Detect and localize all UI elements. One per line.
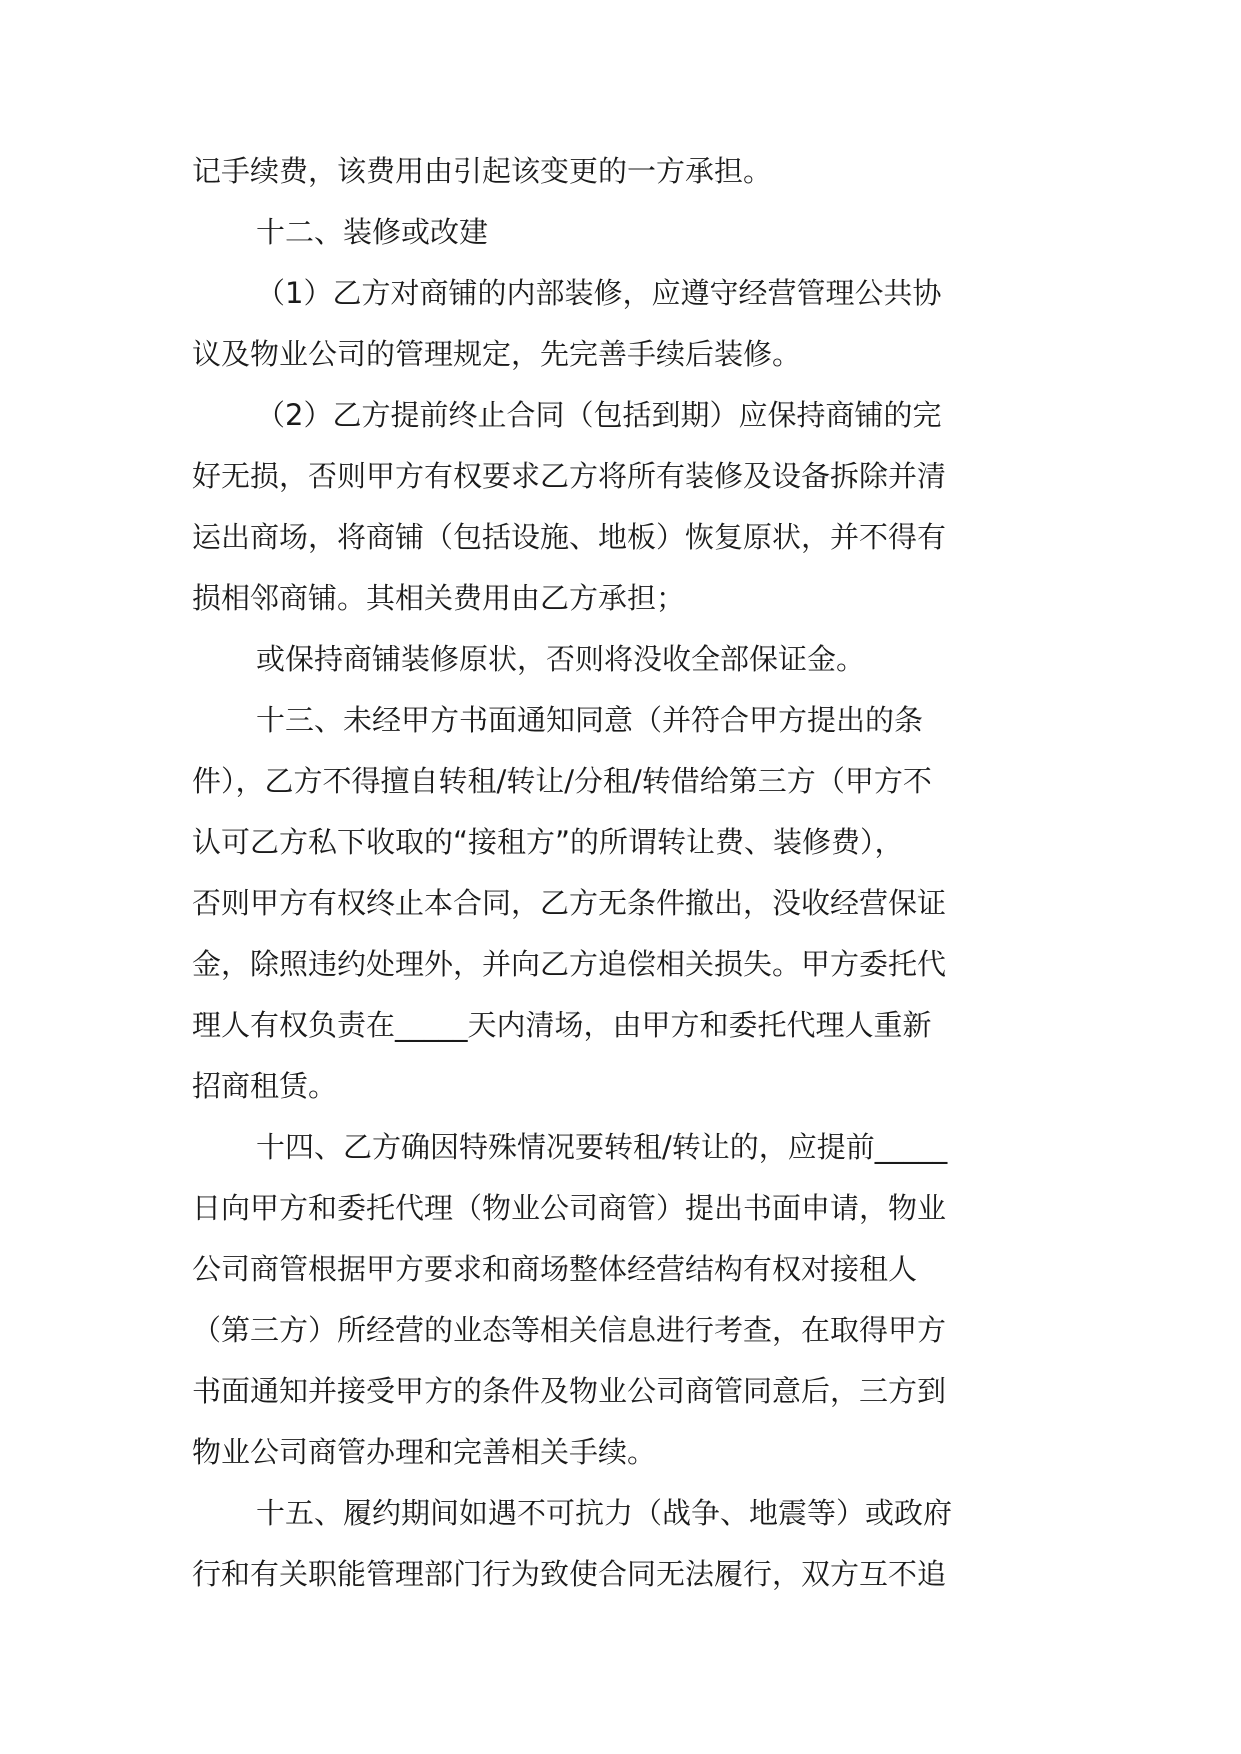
text-line: 好无损，否则甲方有权要求乙方将所有装修及设备拆除并清: [192, 459, 947, 493]
text-line: 理人有权负责在_____天内清场，由甲方和委托代理人重新: [192, 1008, 932, 1042]
text-line: （1）乙方对商铺的内部装修，应遵守经营管理公共协: [256, 276, 942, 310]
text-line: 件），乙方不得擅自转租/转让/分租/转借给第三方（甲方不: [192, 764, 932, 798]
text-line: 公司商管根据甲方要求和商场整体经营结构有权对接租人: [192, 1252, 918, 1286]
text-line: 书面通知并接受甲方的条件及物业公司商管同意后，三方到: [192, 1374, 947, 1408]
text-line: 否则甲方有权终止本合同，乙方无条件撤出，没收经营保证: [192, 886, 947, 920]
text-line: （2）乙方提前终止合同（包括到期）应保持商铺的完: [256, 398, 942, 432]
text-line: 记手续费，该费用由引起该变更的一方承担。: [192, 154, 773, 188]
text-line: 十四、乙方确因特殊情况要转租/转让的，应提前_____: [256, 1130, 948, 1164]
text-line: 金，除照违约处理外，并向乙方追偿相关损失。甲方委托代: [192, 947, 947, 981]
text-line: 十三、未经甲方书面通知同意（并符合甲方提出的条: [256, 703, 924, 737]
text-line: 运出商场，将商铺（包括设施、地板）恢复原状，并不得有: [192, 520, 947, 554]
text-line: 损相邻商铺。其相关费用由乙方承担；: [192, 581, 686, 615]
text-line: 行和有关职能管理部门行为致使合同无法履行，双方互不追: [192, 1557, 947, 1591]
text-line: 招商租赁。: [192, 1069, 338, 1103]
text-line: 十五、履约期间如遇不可抗力（战争、地震等）或政府: [256, 1496, 953, 1530]
text-line: 认可乙方私下收取的“接租方”的所谓转让费、装修费），: [192, 825, 904, 859]
text-line: 议及物业公司的管理规定，先完善手续后装修。: [192, 337, 802, 371]
text-line: 物业公司商管办理和完善相关手续。: [192, 1435, 657, 1469]
text-line: 或保持商铺装修原状，否则将没收全部保证金。: [256, 642, 866, 676]
text-line: 日向甲方和委托代理（物业公司商管）提出书面申请，物业: [192, 1191, 947, 1225]
section-heading: 十二、装修或改建: [256, 215, 489, 249]
text-line: （第三方）所经营的业态等相关信息进行考查，在取得甲方: [192, 1313, 947, 1347]
